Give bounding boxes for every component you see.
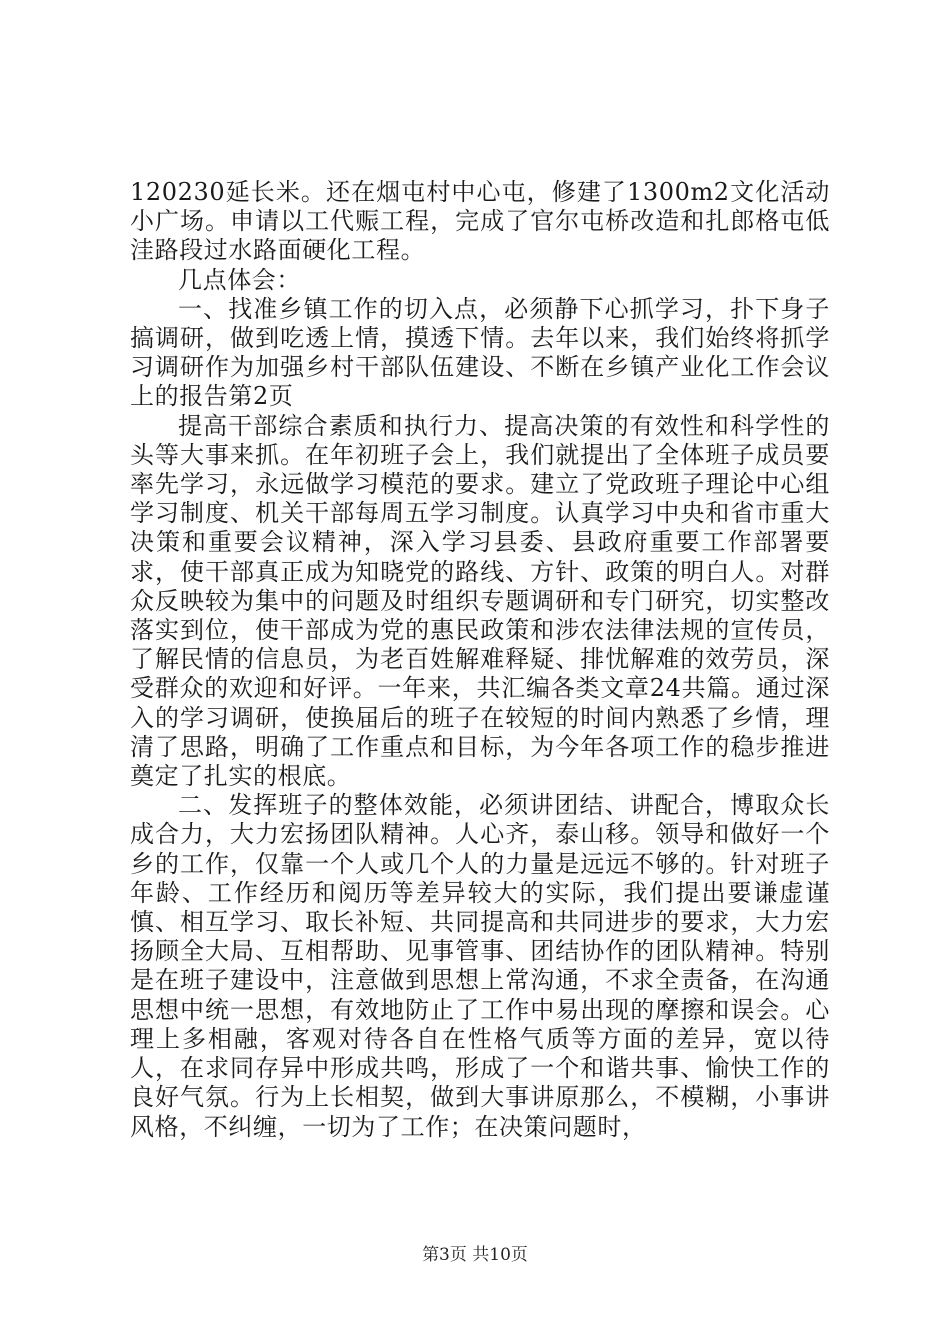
paragraph-point-one-continued: 提高干部综合素质和执行力、提高决策的有效性和科学性的头等大事来抓。在年初班子会上，我们就提出了全体班子成员要率先学习，永远做学习模范的要求。建立了党政班子理论中心组学习制度、机关干部每周五学习制度。认真学习中央和省市重大决策和重要会议精神，深入学习县委、县政府重要工作部署要求，使干部真正成为知晓党的路线、方针、政策的明白人。对群众反映较为集中的问题及时组织专题调研和专门研究，切实整改落实到位，使干部成为党的惠民政策和涉农法律法规的宣传员，了解民情的信息员，为老百姓解难释疑、排忧解难的效劳员，深受群众的欢迎和好评。一年来，共汇编各类文章24共篇。通过深入的学习调研，使换届后的班子在较短的时间内熟悉了乡情，理清了思路，明确了工作重点和目标，为今年各项工作的稳步推进奠定了扎实的根底。 <box>130 411 830 791</box>
paragraph-project-summary: 120230延长米。还在烟屯村中心屯，修建了1300m2文化活动小广场。申请以工代赈工程，完成了官尔屯桥改造和扎郎格屯低洼路段过水路面硬化工程。 <box>130 178 830 265</box>
page-footer: 第3页 共10页 <box>422 1245 528 1265</box>
document-body <box>130 178 830 1142</box>
paragraph-experience-heading: 几点体会： <box>178 265 301 294</box>
paragraph-point-one: 一、找准乡镇工作的切入点，必须静下心抓学习，扑下身子搞调研，做到吃透上情，摸透下情。去年以来，我们始终将抓学习调研作为加强乡村干部队伍建设、不断在乡镇产业化工作会议上的报告第2页 <box>130 294 830 411</box>
paragraph-point-two: 二、发挥班子的整体效能，必须讲团结、讲配合，博取众长成合力，大力宏扬团队精神。人心齐，泰山移。领导和做好一个乡的工作，仅靠一个人或几个人的力量是远远不够的。针对班子年龄、工作经历和阅历等差异较大的实际，我们提出要谦虚谨慎、相互学习、取长补短、共同提高和共同进步的要求，大力宏扬顾全大局、互相帮助、见事管事、团结协作的团队精神。特别是在班子建设中，注意做到思想上常沟通，不求全责备，在沟通思想中统一思想，有效地防止了工作中易出现的摩擦和误会。心理上多相融，客观对待各自在性格气质等方面的差异，宽以待人，在求同存异中形成共鸣，形成了一个和谐共事、愉快工作的良好气氛。行为上长相契，做到大事讲原那么，不模糊，小事讲风格，不纠缠，一切为了工作；在决策问题时， <box>130 791 830 1141</box>
